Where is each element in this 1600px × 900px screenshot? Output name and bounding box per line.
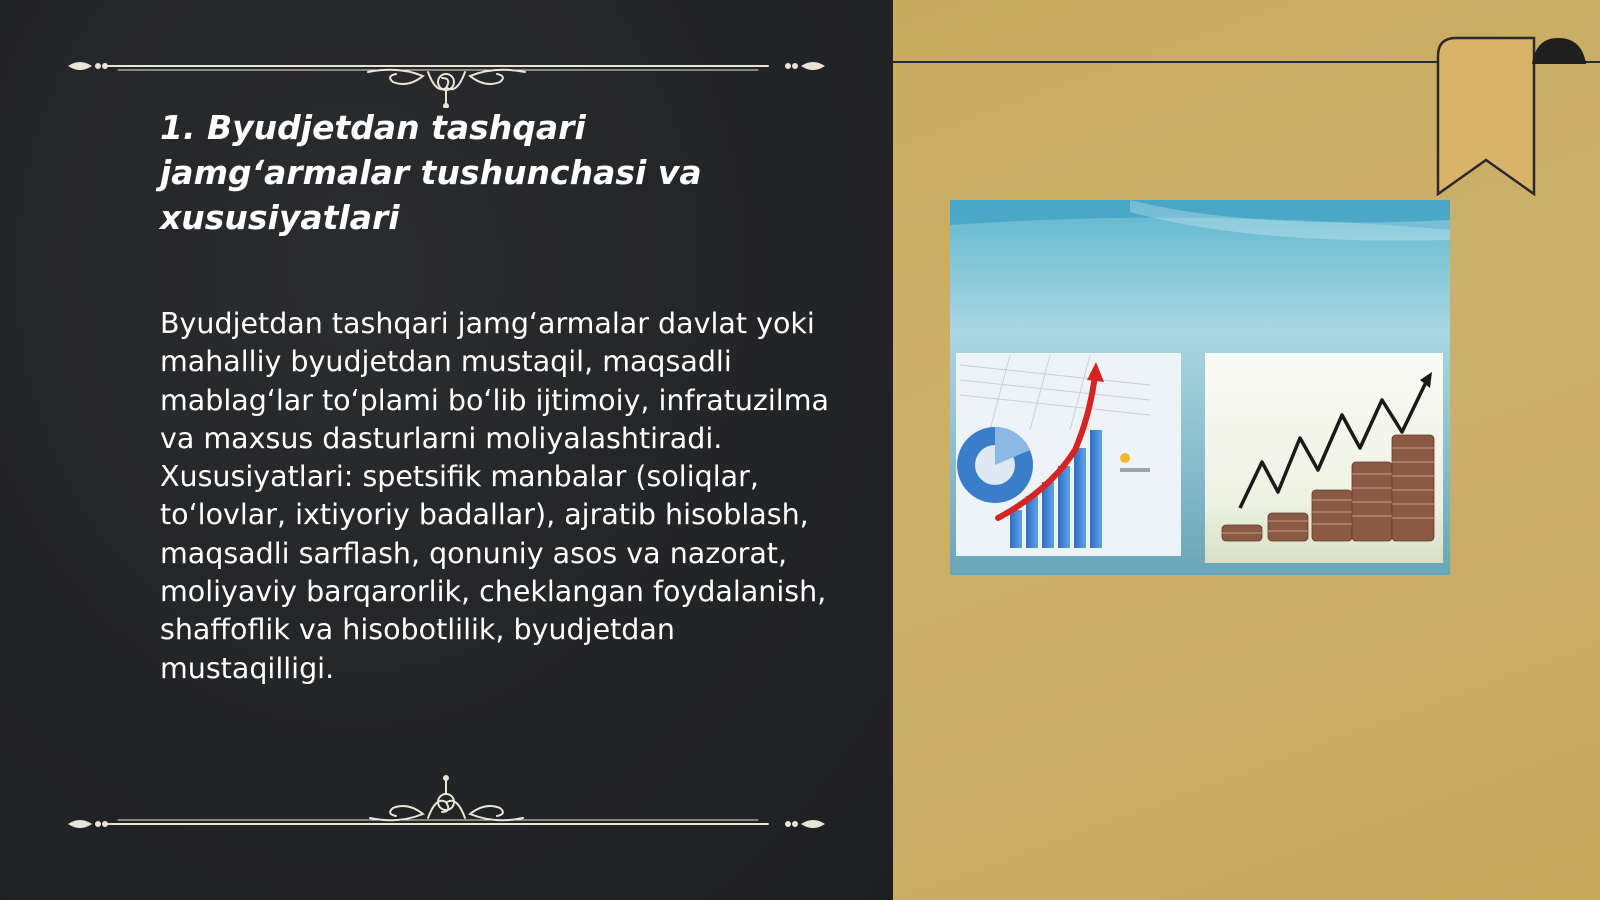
header-divider-line [893,61,1438,63]
slide-body-text: Byudjetdan tashqari jamg‘armalar davlat yoki mahalliy byudjetdan mustaqil, maqsadli mablag‘lar to‘plami bo‘lib ijtimoiy, infratuzilma va maxsus dasturlarni moliyalashtiradi. Xususiyatlari: spetsifik manbalar (soliqlar, to‘lovlar, ixtiyoriy badallar), ajratib hisoblash, maqsadli sarflash, qonuniy asos va nazorat, moliyaviy barqarorlik, cheklangan foydalanish, shaffoflik va hisobotlilik, byudjetdan mustaqilligi. [160,307,829,685]
coins-growth-photo [1205,353,1443,563]
bar-chart-photo [956,353,1181,556]
finance-growth-image [950,200,1450,575]
top-scroll-divider-icon [68,48,825,108]
bottom-scroll-divider-icon [68,772,825,832]
bookmark-ribbon-icon [1436,36,1536,196]
bookmark-curl-icon [1532,36,1586,66]
slide-title: 1. Byudjetdan tashqari jamg‘armalar tushunchasi va xususiyatlari [160,108,702,237]
